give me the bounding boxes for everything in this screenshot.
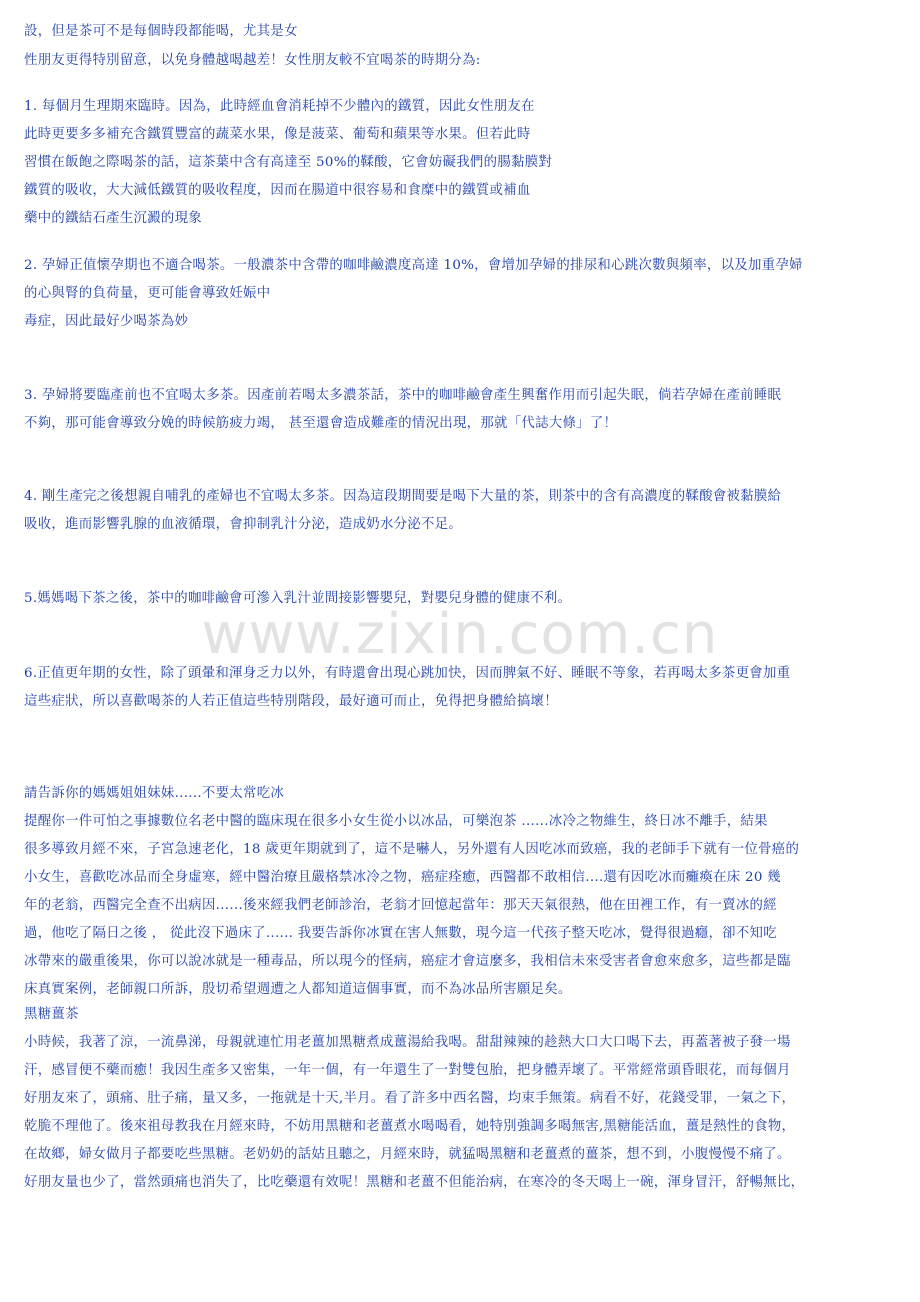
item-2-line: 毒症，因此最好少喝茶為妙 [24,314,189,329]
item-1-line: 鐵質的吸收，大大減低鐵質的吸收程度，因而在腸道中很容易和食糜中的鐵質或補血 [24,183,531,198]
ginger-line: 在故鄉，婦女做月子都要吃些黑糖。老奶奶的話姑且聽之，月經來時，就猛喝黑糖和老薑煮的薑茶，想不到，小腹慢慢不痛了。 [24,1147,791,1162]
ice-line: 很多導致月經不來，子宮急速老化，18 歲更年期就到了，這不是嚇人，另外還有人因吃冰而致癌，我的老師手下就有一位骨癌的 [24,842,800,857]
ice-line: 年的老翁，西醫完全查不出病因......後來經我們老師診治，老翁才回憶起當年：那天天氣很熱，他在田裡工作，有一賣冰的經 [24,898,777,913]
item-2-line: 的心與腎的負荷量，更可能會導致妊娠中 [24,286,271,301]
ice-line: 過，他吃了隔日之後 ， 從此沒下過床了...... 我要告訴你冰實在害人無數，現今這一代孩子整天吃冰，覺得很過癮，卻不知吃 [24,926,777,941]
ginger-line: 乾脆不理他了。後來祖母教我在月經來時，不妨用黑糖和老薑煮水喝喝看，她特別強調多喝無害,黑糖能活血，薑是熱性的食物， [24,1119,796,1134]
ice-line: 提醒你一件可怕之事據數位名老中醫的臨床現在很多小女生從小以冰品，可樂泡茶 ......冰冷之物維生，終日冰不離手，結果 [24,814,768,829]
item-6-line: 這些症狀，所以喜歡喝茶的人若正值這些特別階段，最好適可而止，免得把身體給搞壞！ [24,694,558,709]
item-1-line: 此時更要多多補充含鐵質豐富的蔬菜水果，像是菠菜、葡萄和蘋果等水果。但若此時 [24,127,531,142]
ginger-heading: 黑糖薑茶 [24,1007,79,1022]
ginger-line: 小時候，我著了涼，一流鼻涕，母親就連忙用老薑加黑糖煮成薑湯給我喝。甜甜辣辣的趁熱大口大口喝下去，再蓋著被子發一場 [24,1035,791,1050]
item-1-line: 1. 每個月生理期來臨時。因為，此時經血會消耗掉不少體內的鐵質，因此女性朋友在 [24,99,535,114]
item-6-line: 6.正值更年期的女性，除了頭暈和渾身乏力以外，有時還會出現心跳加快，因而脾氣不好、睡眠不等象，若再喝太多茶更會加重 [24,666,791,681]
ice-line: 冰帶來的嚴重後果，你可以說冰就是一種毒品，所以現今的怪病，癌症才會這麼多，我相信未來受害者會愈來愈多，這些都是臨 [24,954,791,969]
item-4-line: 4. 剛生產完之後想親自哺乳的產婦也不宜喝太多茶。因為這段期間要是喝下大量的茶，則茶中的含有高濃度的鞣酸會被黏膜給 [24,489,782,504]
intro-line: 設，但是茶可不是每個時段都能喝，尤其是女 [24,24,298,39]
ginger-line: 好朋友量也少了，當然頭痛也消失了，比吃藥還有效呢！黑糖和老薑不但能治病，在寒冷的冬天喝上一碗，渾身冒汗，舒暢無比， [24,1175,805,1190]
item-1-line: 藥中的鐵結石產生沉澱的現象 [24,211,202,226]
intro-line: 性朋友更得特別留意，以免身體越喝越差！女性朋友較不宜喝茶的時期分為: [24,53,481,68]
ice-heading: 請告訴你的媽媽姐姐妹妹......不要太常吃冰 [24,786,285,801]
item-2-line: 2. 孕婦正值懷孕期也不適合喝茶。一般濃茶中含帶的咖啡鹼濃度高達 10%，會增加孕婦的排尿和心跳次數與頻率，以及加重孕婦 [24,258,803,273]
ice-line: 小女生，喜歡吃冰品而全身虛寒，經中醫治療且嚴格禁冰冷之物，癌症痊癒，西醫都不敢相信....還有因吃冰而癱瘓在床 20 幾 [24,870,781,885]
item-5-line: 5.媽媽喝下茶之後，茶中的咖啡鹼會可滲入乳汁並間接影響嬰兒，對嬰兒身體的健康不利。 [24,591,572,606]
watermark: www.zixin.com.cn [201,602,719,667]
item-3-line: 3. 孕婦將要臨產前也不宜喝太多茶。因產前若喝太多濃茶話，茶中的咖啡鹼會產生興奮作用而引起失眠，倘若孕婦在產前睡眠 [24,388,782,403]
item-1-line: 習慣在飯飽之際喝茶的話，這茶葉中含有高達至 50%的鞣酸，它會妨礙我們的腸黏膜對 [24,155,553,170]
item-4-line: 吸收，進而影響乳腺的血液循環，會抑制乳汁分泌，造成奶水分泌不足。 [24,517,463,532]
ice-line: 床真實案例，老師親口所訴，殷切希望週遭之人都知道這個事實，而不為冰品所害願足矣。 [24,982,572,997]
ginger-line: 好朋友來了，頭痛、肚子痛，量又多，一拖就是十天,半月。看了許多中西名醫，均束手無策。病看不好，花錢受罪，一氣之下， [24,1091,796,1106]
ginger-line: 汗，感冒便不藥而癒！我因生產多又密集，一年一個，有一年還生了一對雙包胎，把身體弄壞了。平常經常頭昏眼花，而每個月 [24,1063,791,1078]
item-3-line: 不夠，那可能會導致分娩的時候筋疲力竭， 甚至還會造成難產的情況出現，那就「代誌大條」了！ [24,416,618,431]
